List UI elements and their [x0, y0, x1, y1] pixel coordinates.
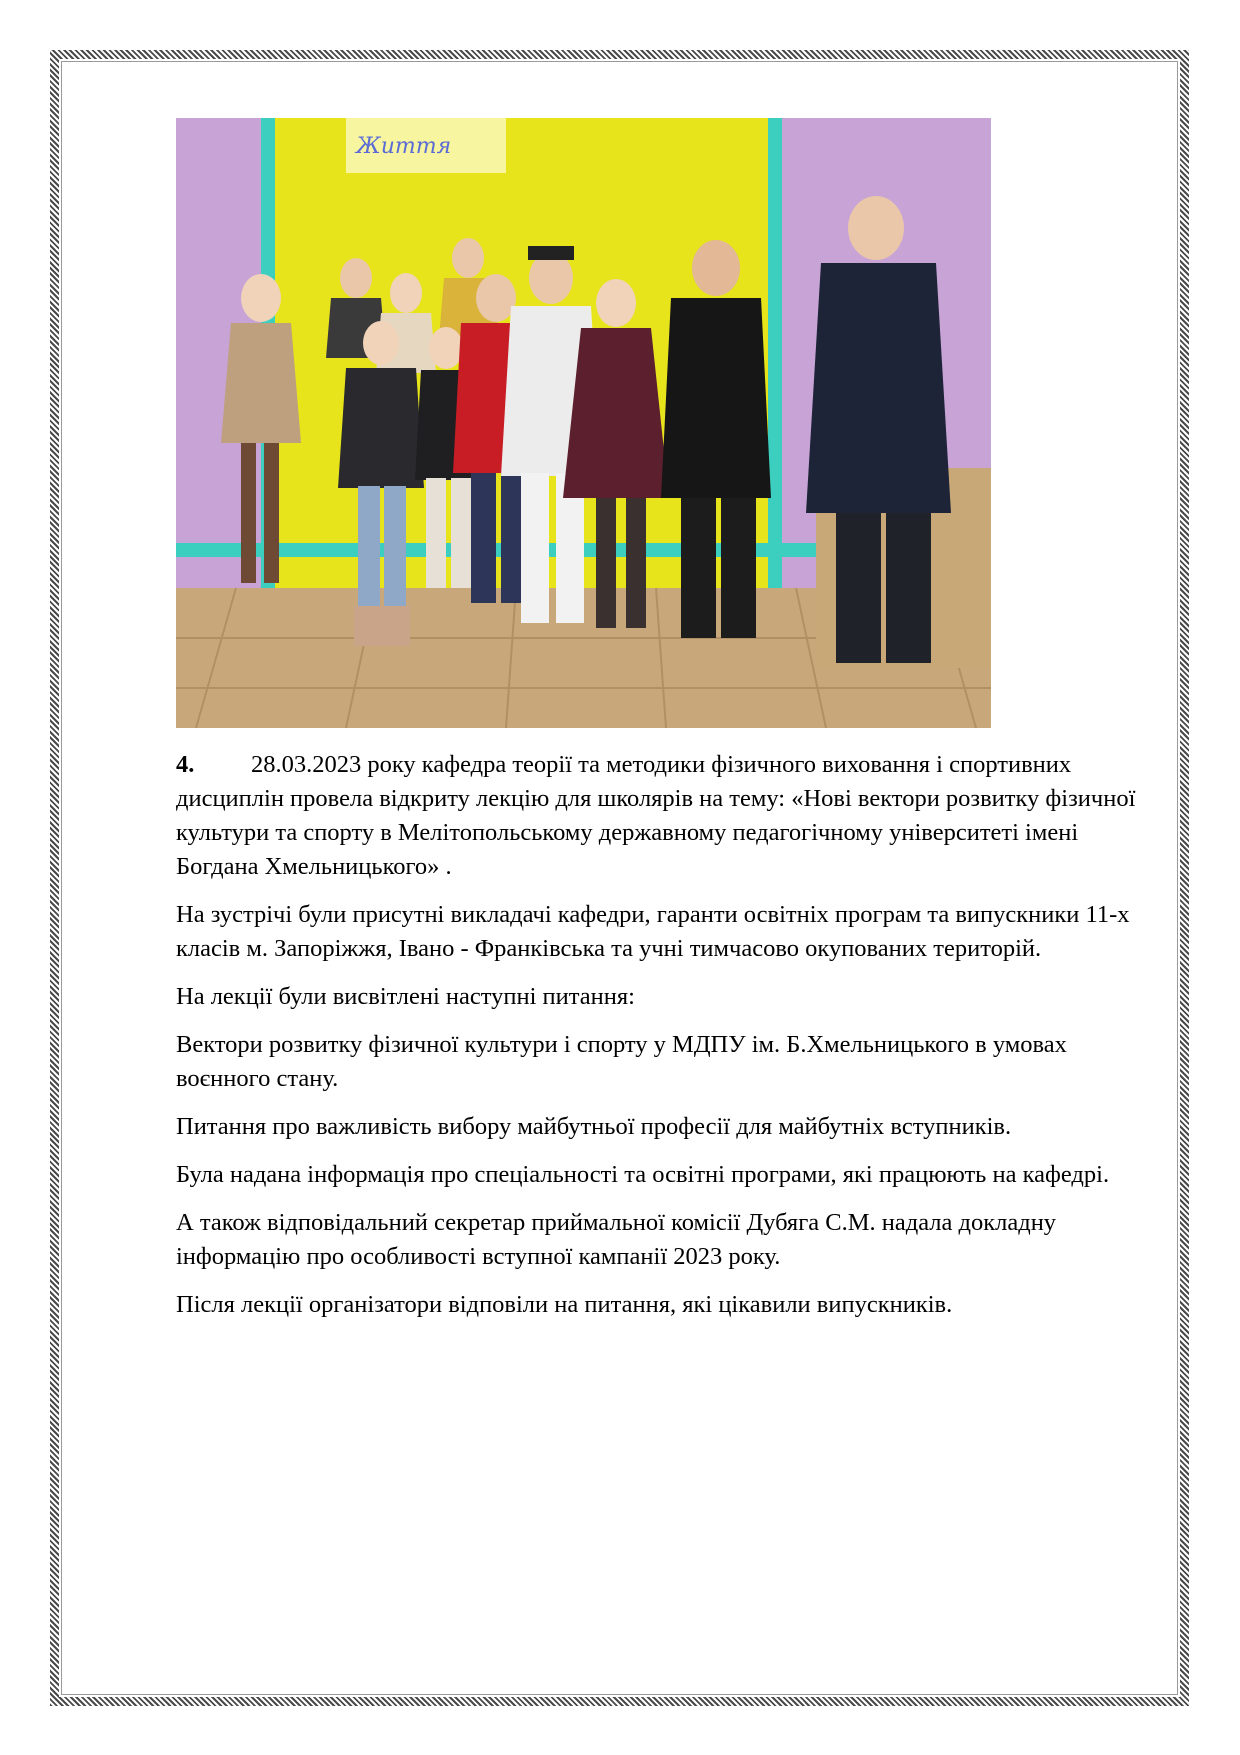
paragraph-text: 28.03.2023 року кафедра теорії та методики фізичного виховання і спортивних дисциплін провела відкриту лекцію для школярів на тему: «Нові вектори розвитку фізичної культури та спорту в Мелітопольському державному педагогічному університеті імені Богдана Хмельницького» . — [176, 751, 1136, 880]
document-body — [176, 748, 1151, 1336]
svg-text:Життя: Життя — [356, 134, 452, 159]
paragraph-4: Вектори розвитку фізичної культури і спорту у МДПУ ім. Б.Хмельницького в умовах воєнного стану. — [176, 1031, 1067, 1092]
paragraph-6: Була надана інформація про спеціальності та освітні програми, які працюють на кафедрі. — [176, 1161, 1110, 1188]
paragraph-number: 4. — [176, 751, 195, 778]
paragraph-3: На лекції були висвітлені наступні питання: — [176, 983, 635, 1010]
paragraph-8: Після лекції організатори відповіли на питання, які цікавили випускників. — [176, 1291, 953, 1318]
paragraph-1 — [176, 748, 1151, 884]
paragraph-2: На зустрічі були присутні викладачі кафедри, гаранти освітніх програм та випускники 11-х класів м. Запоріжжя, Івано - Франківська та учні тимчасово окупованих територій. — [176, 901, 1130, 962]
group-photo — [176, 118, 991, 728]
group-photo-illustration — [176, 118, 991, 728]
paragraph-7: А також відповідальний секретар приймальної комісії Дубяга С.М. надала докладну інформацію про особливості вступної кампанії 2023 року. — [176, 1209, 1057, 1270]
paragraph-5: Питання про важливість вибору майбутньої професії для майбутніх вступників. — [176, 1113, 1012, 1140]
